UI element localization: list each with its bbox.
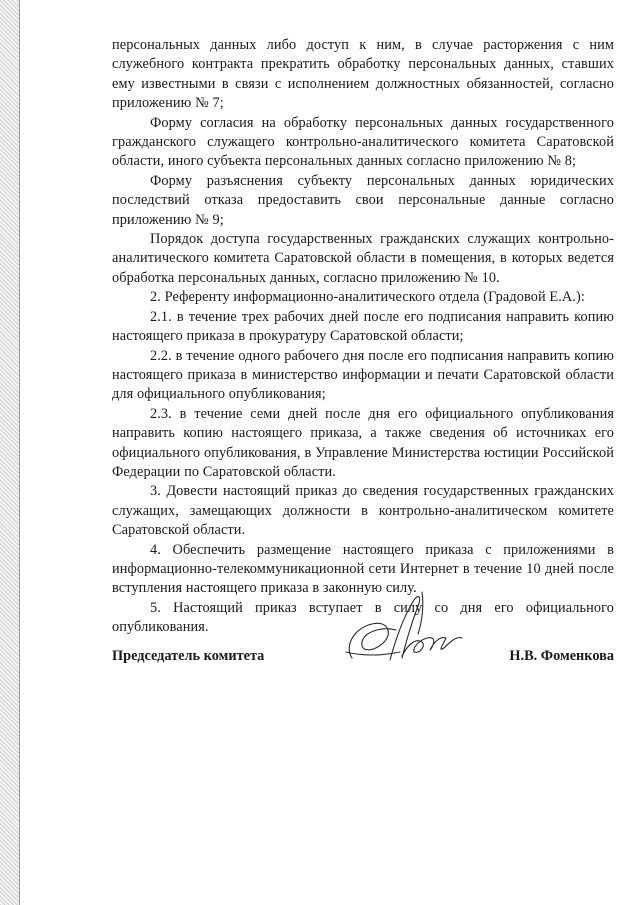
paragraph-3: Форму разъяснения субъекту персональных данных юридических последствий отказа предоставить свои персональные данные согласно приложению № 9; bbox=[112, 172, 614, 228]
signatory-title: Председатель комитета bbox=[112, 648, 265, 664]
paragraph-8: 2.3. в течение семи дней после дня его официального опубликования направить копию настоящего приказа, а также сведения об источниках его официального опубликования, в Управление Министерства юстиции Российской Федерации по Саратовской области. bbox=[112, 405, 614, 480]
paragraph-4: Порядок доступа государственных гражданских служащих контрольно-аналитического комитета Саратовской области в помещения, в которых ведется обработка персональных данных, согласно приложению № 10. bbox=[112, 231, 614, 286]
paragraph-11: 5. Настоящий приказ вступает в силу со дня его официального опубликования. bbox=[112, 599, 614, 636]
paragraph-6: 2.1. в течение трех рабочих дней после его подписания направить копию настоящего приказа в прокуратуру Саратовской области; bbox=[112, 308, 614, 345]
signature-row bbox=[112, 648, 614, 672]
paragraph-1: персональных данных либо доступ к ним, в случае расторжения с ним служебного контракта прекратить обработку персональных данных, ставших ему известными в связи с исполнением должностных обязанностей, согласно приложению № 7; bbox=[112, 37, 614, 112]
document-body bbox=[112, 36, 614, 638]
signatory-name: Н.В. Фоменкова bbox=[509, 648, 614, 664]
paragraph-10: 4. Обеспечить размещение настоящего приказа с приложениями в информационно-телекоммуникационной сети Интернет в течение 10 дней после вступления настоящего приказа в законную силу. bbox=[112, 541, 614, 597]
paragraph-7: 2.2. в течение одного рабочего дня после его подписания направить копию настоящего приказа в министерство информации и печати Саратовской области для официального опубликования; bbox=[112, 347, 614, 403]
paragraph-2: Форму согласия на обработку персональных данных государственного гражданского служащего контрольно-аналитического комитета Саратовской области, иного субъекта персональных данных согласно приложению № 8; bbox=[112, 114, 614, 170]
scan-edge bbox=[0, 0, 20, 905]
paragraph-5: 2. Референту информационно-аналитического отдела (Градовой Е.А.): bbox=[150, 289, 585, 306]
paragraph-9: 3. Довести настоящий приказ до сведения государственных гражданских служащих, замещающих должности в контрольно-аналитическом комитете Саратовской области. bbox=[112, 483, 614, 539]
